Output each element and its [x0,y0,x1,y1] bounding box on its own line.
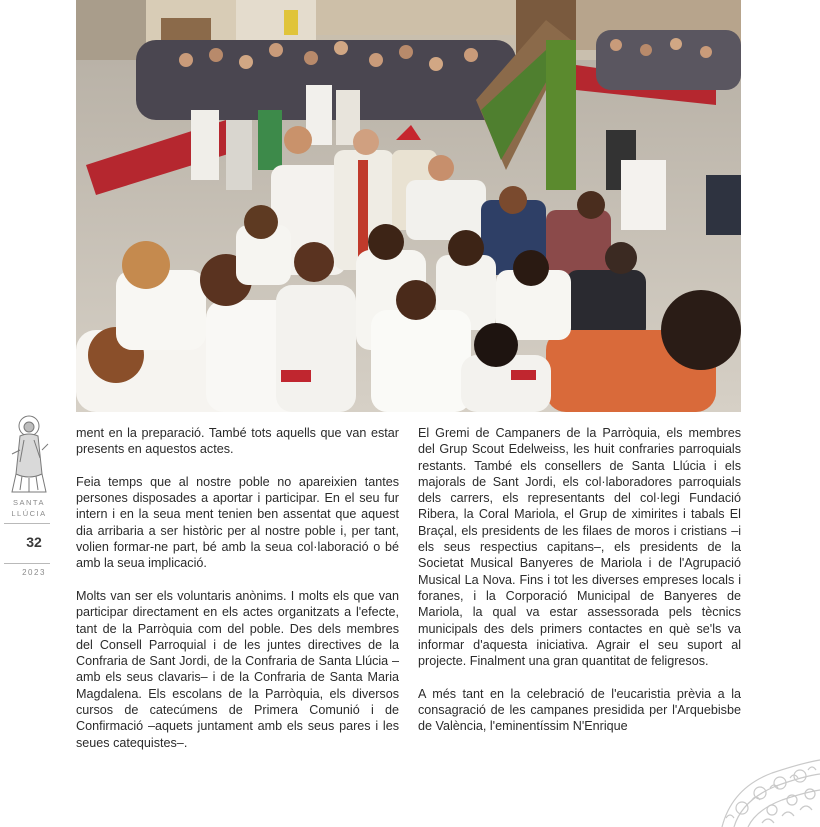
divider [4,563,50,564]
page-margin-info [0,412,58,592]
paragraph: ment en la preparació. També tots aquells que van estar presents en aquestos actes. [76,426,399,457]
divider [4,523,50,524]
sidebar-title-line1: SANTA [13,498,45,507]
paragraph: El Gremi de Campaners de la Parròquia, els membres del Grup Scout Edelweiss, les huit confraries parroquials restants. També els consellers de Santa Llúcia i els majorals de Sant Jordi, els col·laboradores parroquials dels carrers, els representants del col·legi Fundació Ribera, la Coral Mariola, el Grup de ximirites i tabals El Braçal, els presidents de les filaes de moros i cristians –i els seus respectius capitans–, els presidents de la Societat Musical Banyeres de Mariola i de l'Agrupació Musical La Nova. Fins i tot les diverses empreses locals i foranes, i la Corporació Municipal de Banyeres de Mariola, la qual va estar assessorada pels tècnics municipals des dels primers contactes en què se'ls va informar d'aquesta iniciativa. Agrair el seu suport al projecte. Finalment una gran quantitat de feligresos. [418,426,741,669]
article-column-right [418,425,741,735]
lace-ornament-icon [712,748,820,827]
article-column-left [76,425,399,751]
sidebar-title-line2: LLÚCIA [11,509,47,518]
paragraph: A més tant en la celebració de l'eucaristia prèvia a la consagració de les campanes presidida per l'Arquebisbe de València, l'eminentíssim N'Enrique [418,686,741,734]
paragraph: Feia temps que al nostre poble no apareixien tantes persones disposades a aportar i participar. En el seu fur intern i en la seua ment tenien ben assentat que aquest dia arribaria a ser històric per al nostre poble i, per tant, volien formar-ne part, bé amb la seua col·laboració o bé amb la seua implicació. [76,474,399,571]
issue-year: 2023 [22,568,46,577]
page-number: 32 [26,534,42,550]
paragraph: Molts van ser els voluntaris anònims. I molts els que van participar directament en els actes organitzats a l'efecte, tant de la Parròquia com del poble. Des dels membres del Consell Parroquial i de les juntes directives de la Confraria de Sant Jordi, de la Confraria de Santa Llúcia –amb els seus clavaris– i de la Confraria de Santa Maria Magdalena. Els escolans de la Parròquia, els diversos cursos de catecúmens de Primera Comunió i de Confirmació –aquets juntament amb els seus pares i les seues catequistes–. [76,588,399,750]
procession-photo [76,0,741,412]
procession-photo-illustration [76,0,741,412]
saint-lucia-icon [6,414,52,496]
